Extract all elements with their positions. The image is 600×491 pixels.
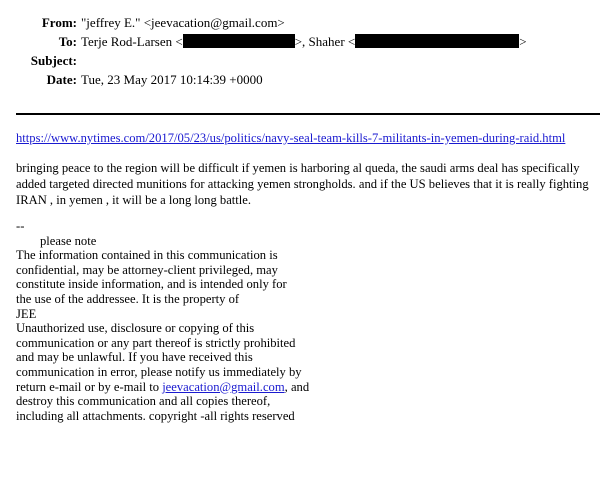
redaction-box bbox=[183, 34, 295, 48]
signature-line: The information contained in this communication is bbox=[16, 248, 278, 263]
article-link[interactable]: https://www.nytimes.com/2017/05/23/us/politics/navy-seal-team-kills-7-militants-in-yemen-during-raid.html bbox=[16, 131, 566, 145]
signature-line: please note bbox=[40, 233, 97, 248]
signature-line: the use of the addressee. It is the property of bbox=[16, 291, 240, 306]
signature-line bbox=[16, 380, 309, 395]
to-label: To: bbox=[58, 34, 77, 49]
signature-line: and may be unlawful. If you have received this bbox=[16, 350, 253, 365]
to-separator: >, Shaher < bbox=[294, 34, 356, 49]
date-value: Tue, 23 May 2017 10:14:39 +0000 bbox=[81, 72, 263, 87]
to-name-1: Terje Rod-Larsen < bbox=[81, 34, 183, 49]
signature-line: constitute inside information, and is intended only for bbox=[16, 277, 287, 292]
signature-line: Unauthorized use, disclosure or copying of this bbox=[16, 321, 255, 336]
date-label: Date: bbox=[46, 72, 77, 87]
header-divider bbox=[16, 113, 600, 115]
signature-line: communication or any part thereof is strictly prohibited bbox=[16, 335, 296, 350]
email-link[interactable]: jeevacation@gmail.com bbox=[162, 379, 285, 394]
message-body: bringing peace to the region will be difficult if yemen is harboring al queda, the saudi arms deal has specifically added targeted directed munitions for attacking yemen strongholds. and if the US believes that it is really fighting IRAN , in yemen , it will be a long long battle. bbox=[16, 161, 589, 207]
signature-dashes: -- bbox=[16, 219, 25, 233]
from-value: "jeffrey E." <jeevacation@gmail.com> bbox=[81, 15, 285, 30]
signature-line: communication in error, please notify us immediately by bbox=[16, 364, 302, 379]
signature bbox=[16, 219, 309, 423]
signature-text: return e-mail or by e-mail to bbox=[16, 379, 163, 394]
to-row bbox=[0, 34, 600, 50]
from-label: From: bbox=[41, 15, 77, 30]
signature-line: JEE bbox=[16, 306, 37, 321]
to-end: > bbox=[519, 34, 527, 49]
redaction-box bbox=[355, 34, 519, 48]
signature-text: , and bbox=[284, 379, 310, 394]
signature-line: destroy this communication and all copies thereof, bbox=[16, 394, 271, 409]
signature-line: including all attachments. copyright -all rights reserved bbox=[16, 408, 295, 423]
signature-line: confidential, may be attorney-client privileged, may bbox=[16, 262, 278, 277]
subject-row bbox=[0, 53, 600, 69]
from-row bbox=[0, 15, 600, 31]
date-row bbox=[0, 72, 600, 88]
subject-label: Subject: bbox=[30, 53, 77, 68]
